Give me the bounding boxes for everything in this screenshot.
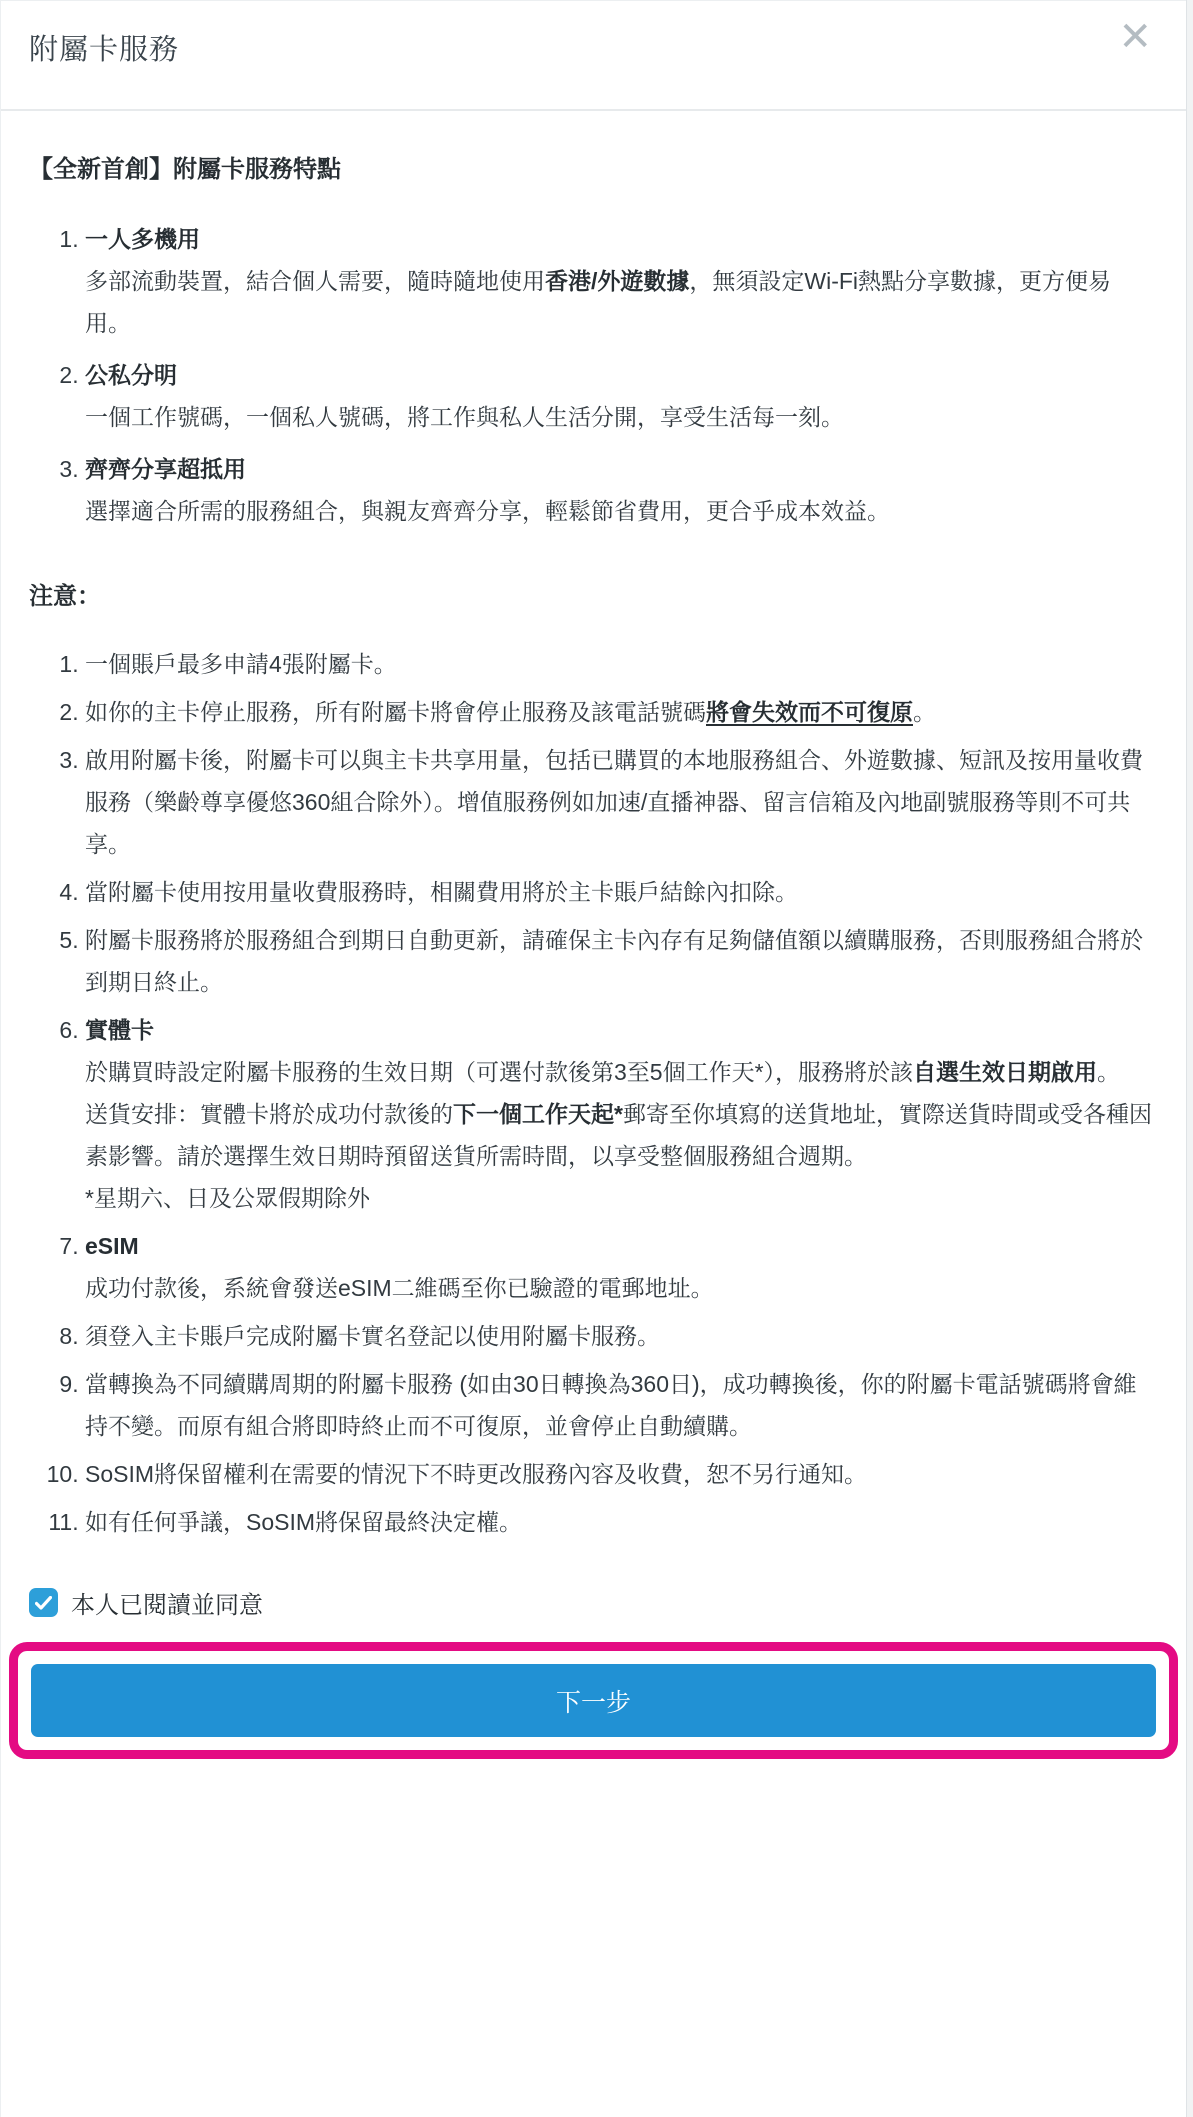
list-item-text: 成功付款後，系統會發送eSIM二維碼至你已驗證的電郵地址。 — [85, 1275, 714, 1301]
list-item — [85, 1501, 1152, 1543]
list-item — [85, 218, 1152, 344]
list-item-heading: 7. eSIM — [85, 1233, 139, 1259]
next-step-button[interactable]: 下一步 — [31, 1664, 1156, 1737]
list-item-text: 一個工作號碼，一個私人號碼，將工作與私人生活分開，享受生活每一刻。 — [85, 404, 844, 430]
list-item-text: 香港/外遊數據 — [545, 268, 690, 294]
list-item-text: 下一個工作天起* — [453, 1101, 623, 1127]
list-item-text: SoSIM將保留權利在需要的情況下不時更改服務內容及收費，恕不另行通知。 — [85, 1461, 868, 1487]
list-item-text: 一個賬戶最多申請4張附屬卡。 — [85, 651, 397, 677]
list-item — [85, 919, 1152, 1003]
list-item-text: 多部流動裝置，結合個人需要，隨時隨地使用 — [85, 268, 545, 294]
click-highlight-annotation — [9, 1642, 1178, 1759]
list-item-text: ，無須設定Wi-Fi熱點分享數據，更方便易用。 — [85, 268, 1112, 336]
list-item-text: 將會失效而不可復原 — [706, 699, 913, 725]
list-item-text: 。 — [913, 699, 936, 725]
list-item-heading: 1. 一人多機用 — [85, 226, 200, 252]
list-item-text: *星期六、日及公眾假期除外 — [85, 1185, 370, 1211]
list-item-text: 當附屬卡使用按用量收費服務時，相關費用將於主卡賬戶結餘內扣除。 — [85, 879, 798, 905]
features-list — [29, 218, 1152, 532]
section-title: 【全新首創】附屬卡服務特點 — [29, 156, 341, 183]
list-item — [85, 739, 1152, 865]
list-item-text: 送貨安排：實體卡將於成功付款後的 — [85, 1101, 453, 1127]
checkmark-icon — [35, 1596, 52, 1610]
page-background-strip — [1186, 0, 1193, 2117]
list-item-heading: 2. 公私分明 — [85, 362, 177, 388]
list-item-text: 。 — [1097, 1059, 1121, 1085]
list-item — [85, 1453, 1152, 1495]
list-item — [85, 1363, 1152, 1447]
list-item-text: 須登入主卡賬戶完成附屬卡實名登記以使用附屬卡服務。 — [85, 1323, 660, 1349]
list-item-heading: 3. 齊齊分享超抵用 — [85, 456, 246, 482]
list-item-text: 如有任何爭議，SoSIM將保留最終決定權。 — [85, 1509, 523, 1535]
close-icon[interactable]: ✕ — [1118, 15, 1152, 59]
list-item-text: 郵寄至你填寫的送貨地址，實際送貨時間或受各種因素影響。請於選擇生效日期時預留送貨所需時間，以享受整個服務組合週期。 — [85, 1101, 1152, 1169]
list-item-text: 當轉換為不同續購周期的附屬卡服務 (如由30日轉換為360日)，成功轉換後，你的附屬卡電話號碼將會維持不變。而原有組合將即時終止而不可復原，並會停止自動續購。 — [85, 1371, 1137, 1439]
list-item — [85, 448, 1152, 532]
agree-checkbox[interactable] — [29, 1588, 58, 1617]
list-item-text: 自選生效日期啟用 — [913, 1059, 1098, 1085]
list-item-text: 選擇適合所需的服務組合，與親友齊齊分享，輕鬆節省費用，更合乎成本效益。 — [85, 498, 890, 524]
list-item-text: 如你的主卡停止服務，所有附屬卡將會停止服務及該電話號碼 — [85, 699, 706, 725]
list-item — [85, 643, 1152, 685]
list-item — [85, 871, 1152, 913]
list-item — [85, 691, 1152, 733]
list-item — [85, 1315, 1152, 1357]
list-item — [85, 1225, 1152, 1309]
modal-body — [1, 149, 1186, 1759]
list-item-text: 啟用附屬卡後，附屬卡可以與主卡共享用量，包括已購買的本地服務組合、外遊數據、短訊及按用量收費服務（樂齡尊享優悠360組合除外）。增值服務例如加速/直播神器、留言信箱及內地副號服務等則不可共享。 — [85, 747, 1143, 857]
list-item — [85, 1009, 1152, 1219]
modal-title: 附屬卡服務 — [29, 34, 180, 66]
agree-row[interactable] — [29, 1585, 1152, 1620]
notes-list — [29, 643, 1152, 1543]
agree-label: 本人已閱讀並同意 — [71, 1592, 263, 1619]
list-item-text: 附屬卡服務將於服務組合到期日自動更新，請確保主卡內存有足夠儲值額以續購服務，否則服務組合將於到期日終止。 — [85, 927, 1143, 995]
list-item — [85, 354, 1152, 438]
notes-label: 注意： — [29, 583, 101, 610]
modal-header — [1, 1, 1186, 111]
list-item-heading: 6. 實體卡 — [85, 1017, 154, 1043]
list-item-text: 於購買時設定附屬卡服務的生效日期（可選付款後第3至5個工作天*），服務將於該 — [85, 1059, 914, 1085]
